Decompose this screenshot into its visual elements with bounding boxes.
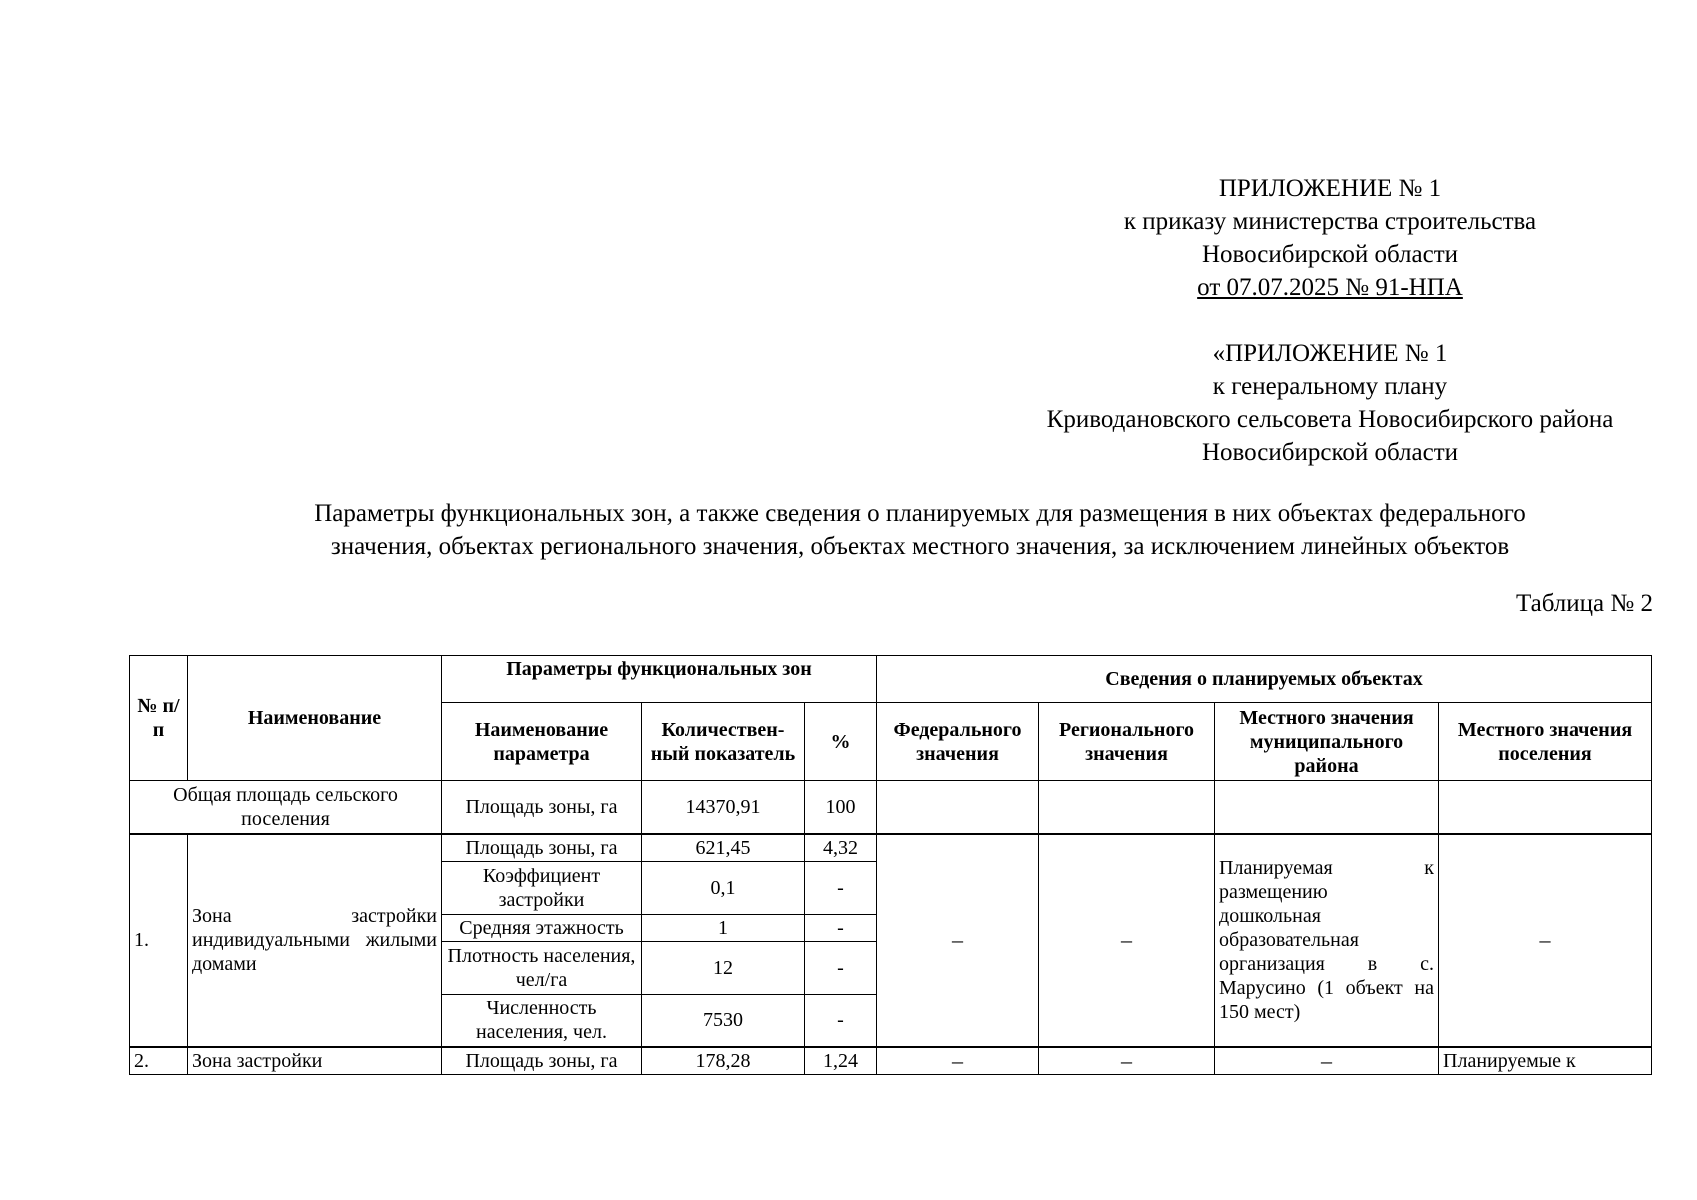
appendix-order-line: к приказу министерства строительства [1123,208,1537,235]
header-name: Наименование [188,656,442,781]
document-title-line-1: Параметры функциональных зон, а также сведения о планируемых для размещения в них объектах федерального [314,500,1526,527]
plan-appendix-block [960,337,1697,469]
zone1-param-name-cell: Коэффициент застройки [442,861,642,914]
zone1-quantity-cell: 7530 [642,994,805,1047]
zone1-param-name-cell: Средняя этажность [442,914,642,941]
header-federal: Федерального значения [877,703,1039,781]
total-local-district-cell [1215,781,1439,834]
plan-appendix-title: «ПРИЛОЖЕНИЕ № 1 [1212,340,1448,367]
plan-appendix-plan-line: к генеральному плану [1212,373,1448,400]
zone2-quantity-cell: 178,28 [642,1047,805,1075]
zone2-federal-cell: – [877,1047,1039,1075]
zone1-param-name-cell: Численность населения, чел. [442,994,642,1047]
header-number: № п/п [130,656,188,781]
zone2-number-cell: 2. [130,1047,188,1075]
zone1-local-settlement-cell: – [1439,834,1652,1048]
zone1-quantity-cell: 1 [642,914,805,941]
zone1-quantity-cell: 12 [642,941,805,994]
plan-appendix-region-line: Новосибирской области [1201,439,1459,466]
appendix-block [1000,172,1660,304]
zone1-quantity-cell: 621,45 [642,834,805,862]
zone1-param-name-cell: Площадь зоны, га [442,834,642,862]
zone1-percent-cell: - [805,941,877,994]
zone1-param-name-cell: Плотность населения, чел/га [442,941,642,994]
table-number: Таблица № 2 [1515,590,1653,617]
zone2-name-cell: Зона застройки [188,1047,442,1075]
zone1-percent-cell: - [805,914,877,941]
header-local-district: Местного значения муниципального района [1215,703,1439,781]
header-percent: % [805,703,877,781]
appendix-region-line: Новосибирской области [1201,241,1459,268]
total-param-cell: Площадь зоны, га [442,781,642,834]
header-zone-params: Параметры функциональных зон [442,656,877,703]
zone2-regional-cell: – [1039,1047,1215,1075]
header-quantity: Количествен-ный показатель [642,703,805,781]
zone1-name-cell: Зона застройки индивидуальными жилыми домами [188,834,442,1048]
header-param-name: Наименование параметра [442,703,642,781]
zone1-percent-cell: 4,32 [805,834,877,862]
zone1-number-cell: 1. [130,834,188,1048]
total-regional-cell [1039,781,1215,834]
table-row-total [130,781,1652,834]
table-row [130,1047,1652,1075]
document-title [180,497,1660,563]
header-regional: Регионального значения [1039,703,1215,781]
appendix-title: ПРИЛОЖЕНИЕ № 1 [1218,175,1442,202]
zone1-percent-cell: - [805,861,877,914]
total-local-settlement-cell [1439,781,1652,834]
total-federal-cell [877,781,1039,834]
header-local-settlement: Местного значения поселения [1439,703,1652,781]
zone1-percent-cell: - [805,994,877,1047]
zone1-local-district-cell: Планируемая к размещению дошкольная образовательная организация в с. Марусино (1 объект на 150 мест) [1215,834,1439,1048]
header-planned-objects: Сведения о планируемых объектах [877,656,1652,703]
zone1-regional-cell: – [1039,834,1215,1048]
total-quantity-cell: 14370,91 [642,781,805,834]
total-name-cell: Общая площадь сельского поселения [130,781,442,834]
total-percent-cell: 100 [805,781,877,834]
zone2-local-settlement-cell: Планируемые к [1439,1047,1652,1075]
plan-appendix-council-line: Криводановского сельсовета Новосибирского района [1046,406,1614,433]
zone2-local-district-cell: – [1215,1047,1439,1075]
document-title-line-2: значения, объектах регионального значения, объектах местного значения, за исключением линейных объектов [330,533,1510,560]
zone2-param-name-cell: Площадь зоны, га [442,1047,642,1075]
table-row [130,834,1652,862]
appendix-date-line: от 07.07.2025 № 91-НПА [1197,274,1463,301]
zone2-percent-cell: 1,24 [805,1047,877,1075]
zone-parameters-table [129,655,1652,1075]
zone1-federal-cell: – [877,834,1039,1048]
zone1-quantity-cell: 0,1 [642,861,805,914]
